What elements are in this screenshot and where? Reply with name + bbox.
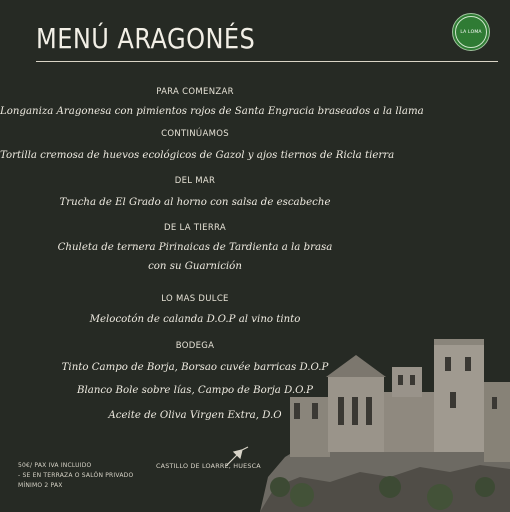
wine-item: Blanco Bole sobre lías, Campo de Borja D.O.P xyxy=(77,385,313,396)
logo-badge-icon xyxy=(455,16,487,48)
castle-illustration xyxy=(240,337,510,512)
dish-item: Longaniza Aragonesa con pimientos rojos de Santa Engracia braseados a la llama xyxy=(0,106,424,117)
dish-item: Melocotón de calanda D.O.P al vino tinto xyxy=(89,314,301,325)
section-heading-continuamos: CONTINÚAMOS xyxy=(161,129,229,139)
price-note: 50€/ PAX IVA INCLUIDO xyxy=(18,462,92,469)
page-title: MENÚ ARAGONÉS xyxy=(36,22,256,55)
restaurant-logo xyxy=(452,13,490,51)
castle-caption: CASTILLO DE LOARRE, HUESCA xyxy=(156,462,261,470)
section-heading-del-mar: DEL MAR xyxy=(174,176,216,186)
dish-item: Tortilla cremosa de huevos ecológicos de Gazol y ajos tiernos de Ricla tierra xyxy=(0,150,395,161)
title-divider xyxy=(36,61,498,62)
dish-item: con su Guarnición xyxy=(148,261,242,272)
dish-item: Chuleta de ternera Pirinaicas de Tardienta a la brasa xyxy=(57,242,333,253)
minimum-note: MÍNIMO 2 PAX xyxy=(18,482,63,489)
section-heading-bodega: BODEGA xyxy=(175,341,215,351)
wine-item: Tinto Campo de Borja, Borsao cuvée barricas D.O.P xyxy=(61,362,329,373)
logo-text: LA LOMA xyxy=(460,29,482,35)
section-heading-de-la-tierra: DE LA TIERRA xyxy=(163,223,227,233)
section-heading-para-comenzar: PARA COMENZAR xyxy=(156,87,234,97)
section-heading-lo-mas-dulce: LO MAS DULCE xyxy=(161,294,229,304)
wine-item: Aceite de Oliva Virgen Extra, D.O xyxy=(108,410,282,421)
location-note: - SE EN TERRAZA O SALÓN PRIVADO xyxy=(18,472,134,479)
dish-item: Trucha de El Grado al horno con salsa de escabeche xyxy=(59,197,331,208)
